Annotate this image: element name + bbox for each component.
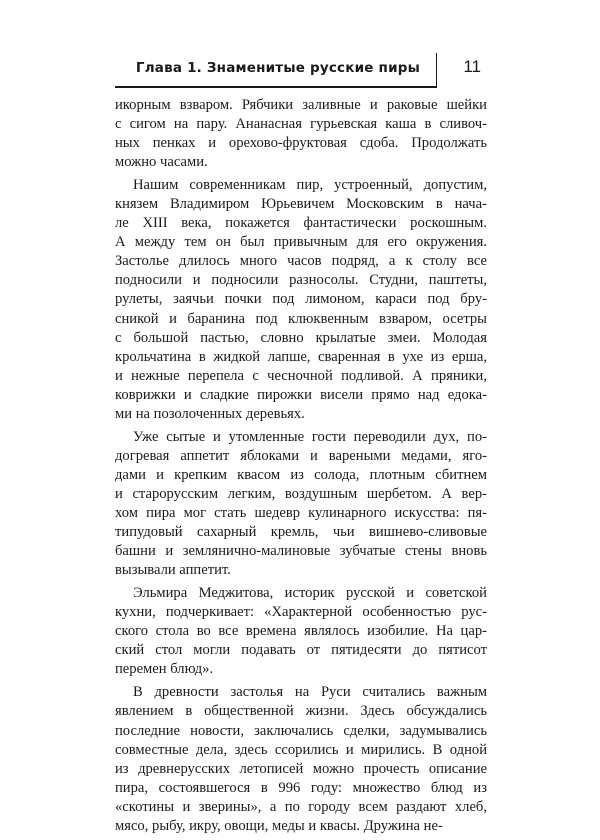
paragraph [115, 584, 487, 679]
text-line: мясо, рыбу, икру, овощи, меды и квасы. Дружина не- [115, 817, 443, 834]
text-line: и нежные перепела с чесночной подливой. А пряники, [115, 367, 487, 384]
text-line: крольчатина в жидкой лапше, сваренная в ухе из ерша, [115, 348, 487, 365]
text-line: явлением в общественной жизни. Здесь обсуждались [115, 703, 487, 720]
text-line: из древнерусских летописей можно прочесть описание [115, 760, 487, 777]
body-text [115, 96, 487, 840]
text-line: и старорусским легким, воздушным шербетом. А вер- [115, 485, 487, 502]
text-line: князем Владимиром Юрьевичем Московским в нача- [115, 196, 487, 213]
text-line: Застолье длилось много часов подряд, а к столу все [115, 253, 487, 270]
text-line: совместные дела, здесь ссорились и мирились. В одной [115, 741, 487, 758]
text-line: ский стол могли подавать от пятидесяти до пятисот [115, 642, 487, 659]
text-line: «скотины и зверины», а по городу всем раздают хлеб, [115, 798, 487, 815]
text-line: перемен блюд». [115, 661, 214, 678]
text-line: Нашим современникам пир, устроенный, допустим, [133, 177, 487, 194]
text-line: башни и землянично-малиновые зубчатые стены вновь [115, 543, 487, 560]
header-divider [436, 53, 438, 87]
text-line: ми на позолоченных деревьях. [115, 405, 305, 422]
text-line: хом пира мог стать шедевр кулинарного искусства: пя- [115, 504, 487, 521]
header-rule [115, 86, 437, 88]
text-line: ле XIII века, покажется фантастически роскошным. [115, 215, 487, 232]
text-line: Уже сытые и утомленные гости переводили дух, по- [133, 428, 487, 445]
text-line: икорным взваром. Рябчики заливные и раковые шейки [115, 97, 487, 113]
text-line: вызывали аппетит. [115, 562, 231, 579]
text-line: догревая аппетит яблоками и вареными медами, яго- [115, 447, 487, 464]
text-line: коврижки и сладкие пирожки висели прямо над едока- [115, 386, 487, 403]
text-line: дами и крепким квасом из солода, плотным сбитнем [115, 466, 487, 483]
paragraph [115, 428, 487, 580]
text-line: с большой пастью, словно крылатые змеи. Молодая [115, 329, 487, 346]
paragraph [115, 96, 487, 172]
page-number: 11 [463, 57, 481, 76]
running-header [115, 53, 487, 87]
text-line: ского стола во все времена являлось изобилие. На цар- [115, 623, 487, 640]
text-line: рулеты, заячьи почки под лимоном, караси под бру- [115, 291, 487, 308]
text-line: В древности застолья на Руси считались важным [133, 684, 487, 701]
paragraph [115, 683, 487, 835]
text-line: типудовый сахарный кремль, чьи вишнево-сливовые [115, 524, 487, 541]
text-line: Эльмира Меджитова, историк русской и советской [133, 585, 487, 602]
text-line: с сигом на пару. Ананасная гурьевская каша в сливоч- [115, 116, 487, 133]
text-line: А между тем он был привычным для его окружения. [115, 234, 487, 251]
text-line: последние новости, заключались сделки, задумывались [115, 722, 487, 739]
text-line: можно часами. [115, 154, 208, 171]
chapter-title: Глава 1. Знаменитые русские пиры [135, 60, 420, 76]
text-line: подносили и подносили разносолы. Студни, паштеты, [115, 272, 487, 289]
text-line: сникой и баранина под клюквенным взваром, осетры [115, 310, 487, 327]
text-line: пира, состоявшегося в 996 году: множество блюд из [115, 779, 487, 796]
text-line: ных пенках и орехово-фруктовая сдоба. Продолжать [115, 135, 487, 152]
paragraph [115, 176, 487, 424]
text-line: кухни, подчеркивает: «Характерной особенностью рус- [115, 604, 487, 621]
